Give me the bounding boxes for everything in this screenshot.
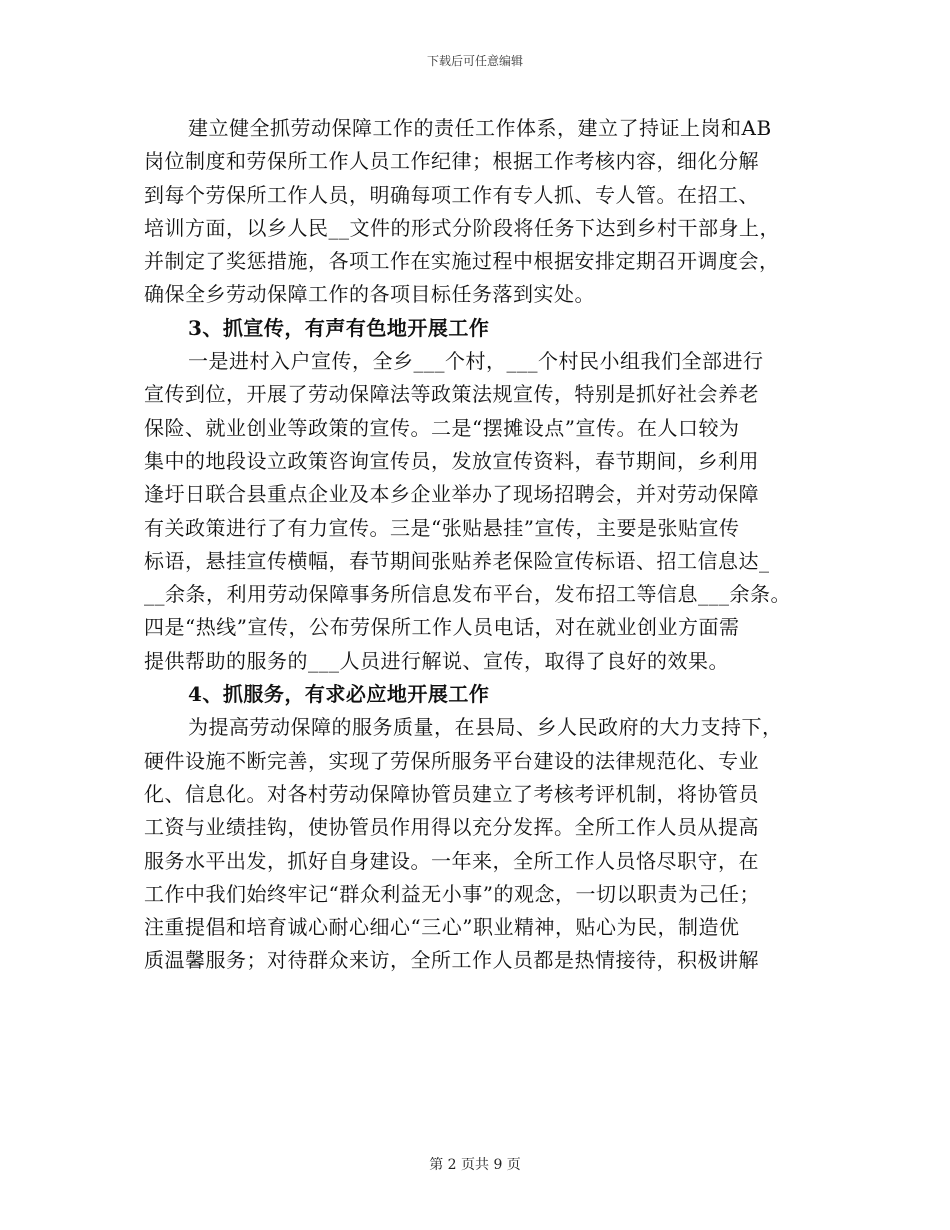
paragraph-line: 标语，悬挂宣传横幅，春节期间张贴养老保险宣传标语、招工信息达_ <box>144 548 770 573</box>
paragraph-line: 硬件设施不断完善，实现了劳保所服务平台建设的法律规范化、专业 <box>144 748 759 773</box>
section-heading: 3、抓宣传，有声有色地开展工作 <box>188 315 490 340</box>
paragraph-line: 为提高劳动保障的服务质量，在县局、乡人民政府的大力支持下， <box>188 715 783 740</box>
paragraph-line: 有关政策进行了有力宣传。三是“张贴悬挂”宣传，主要是张贴宣传 <box>144 515 740 540</box>
paragraph-line: 提供帮助的服务的___人员进行解说、宣传，取得了良好的效果。 <box>144 648 729 673</box>
paragraph-line: 宣传到位，开展了劳动保障法等政策法规宣传，特别是抓好社会养老 <box>144 382 759 407</box>
paragraph-line: 四是“热线”宣传，公布劳保所工作人员电话，对在就业创业方面需 <box>144 615 740 640</box>
paragraph-line: 工资与业绩挂钩，使协管员作用得以充分发挥。全所工作人员从提高 <box>144 815 759 840</box>
page-header: 下载后可任意编辑 <box>426 54 523 68</box>
paragraph-line: __余条，利用劳动保障事务所信息发布平台，发布招工等信息___余条。 <box>144 582 791 607</box>
section-heading: 4、抓服务，有求必应地开展工作 <box>188 682 490 707</box>
document-body <box>144 112 820 978</box>
paragraph-line: 注重提倡和培育诚心耐心细心“三心”职业精神，贴心为民，制造优 <box>144 915 740 940</box>
paragraph-line: 化、信息化。对各村劳动保障协管员建立了考核考评机制，将协管员 <box>144 781 759 806</box>
page-footer: 第 2 页共 9 页 <box>429 1157 521 1173</box>
paragraph-line: 一是进村入户宣传，全乡___个村，___个村民小组我们全部进行 <box>188 349 764 374</box>
paragraph-line: 保险、就业创业等政策的宣传。二是“摆摊设点”宣传。在人口较为 <box>144 415 740 440</box>
paragraph-line: 逢圩日联合县重点企业及本乡企业举办了现场招聘会，并对劳动保障 <box>144 482 759 507</box>
paragraph-line: 岗位制度和劳保所工作人员工作纪律；根据工作考核内容，细化分解 <box>144 149 759 174</box>
paragraph-line: 并制定了奖惩措施，各项工作在实施过程中根据安排定期召开调度会， <box>144 249 780 274</box>
paragraph-line: 到每个劳保所工作人员，明确每项工作有专人抓、专人管。在招工、 <box>144 182 759 207</box>
paragraph-line: 建立健全抓劳动保障工作的责任工作体系，建立了持证上岗和AB <box>188 116 772 140</box>
paragraph-line: 集中的地段设立政策咨询宣传员，发放宣传资料，春节期间，乡利用 <box>144 448 759 473</box>
paragraph-line: 服务水平出发，抓好自身建设。一年来，全所工作人员恪尽职守，在 <box>144 848 759 873</box>
paragraph-line: 质温馨服务；对待群众来访，全所工作人员都是热情接待，积极讲解 <box>144 948 759 973</box>
paragraph-line: 培训方面，以乡人民__文件的形式分阶段将任务下达到乡村干部身上， <box>144 215 780 240</box>
paragraph-line: 确保全乡劳动保障工作的各项目标任务落到实处。 <box>144 282 595 307</box>
paragraph-line: 工作中我们始终牢记“群众利益无小事”的观念，一切以职责为己任； <box>144 881 760 906</box>
